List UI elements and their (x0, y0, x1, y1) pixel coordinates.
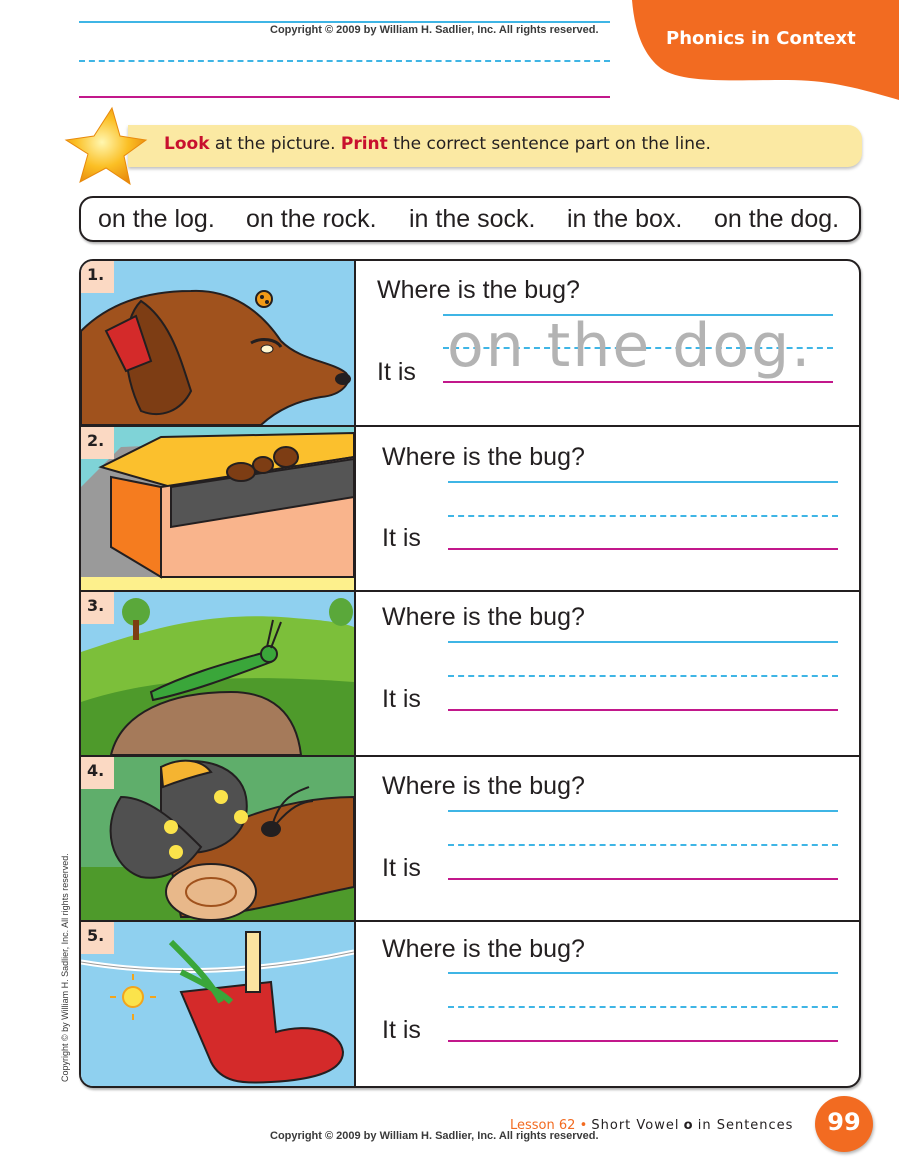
exercise-grid (79, 259, 861, 1088)
page-number: 99 (827, 1108, 861, 1136)
word-bank-item: on the log. (98, 205, 215, 233)
question-text: Where is the bug? (377, 276, 580, 304)
item-number: 3. (81, 592, 114, 624)
answer-midline (448, 675, 838, 677)
item-number: 2. (81, 427, 114, 459)
look-keyword: Look (164, 134, 210, 154)
answer-midline (448, 1006, 838, 1008)
question-text: Where is the bug? (382, 603, 585, 631)
word-bank-item: in the box. (567, 205, 683, 233)
it-is-prompt: It is (382, 524, 421, 552)
word-bank-item: on the dog. (714, 205, 840, 233)
picture-grasshopper-in-sock (81, 922, 354, 1086)
side-copyright: Copyright © by William H. Sadlier, Inc. All rights reserved. (60, 853, 70, 1082)
top-rule-baseline (79, 96, 610, 98)
print-rest: the correct sentence part on the line. (393, 134, 711, 154)
picture-ant-in-box (81, 427, 354, 590)
answer-baseline (448, 1040, 838, 1042)
picture-grasshopper-on-rock (81, 592, 354, 755)
picture-dog-with-ladybug (81, 261, 354, 425)
star-icon (64, 106, 148, 188)
word-bank-item: in the sock. (409, 205, 536, 233)
it-is-prompt: It is (382, 685, 421, 713)
answer-topline (448, 810, 838, 812)
topic-pre: Short Vowel (591, 1118, 680, 1133)
tab-title: Phonics in Context (666, 28, 856, 49)
header-copyright: Copyright © 2009 by William H. Sadlier, Inc. All rights reserved. (270, 24, 599, 36)
it-is-prompt: It is (377, 358, 416, 386)
top-rule-dashed (79, 60, 610, 62)
answer-topline (448, 481, 838, 483)
answer-baseline (448, 878, 838, 880)
print-keyword: Print (340, 134, 388, 154)
look-rest: at the picture. (214, 134, 336, 154)
question-text: Where is the bug? (382, 935, 585, 963)
direction-text (164, 134, 711, 154)
picture-butterfly-on-log (81, 757, 354, 920)
footer-bullet: • (579, 1118, 588, 1133)
answer-midline (448, 515, 838, 517)
item-number: 1. (81, 261, 114, 293)
word-bank-item: on the rock. (246, 205, 377, 233)
top-rule-solid (79, 21, 610, 23)
footer-copyright: Copyright © 2009 by William H. Sadlier, Inc. All rights reserved. (270, 1130, 599, 1142)
answer-line[interactable]: on the dog. (447, 311, 813, 381)
answer-baseline (443, 381, 833, 383)
column-divider (354, 261, 356, 1086)
it-is-prompt: It is (382, 854, 421, 882)
answer-topline (448, 972, 838, 974)
answer-baseline (448, 548, 838, 550)
topic-post: in Sentences (697, 1118, 794, 1133)
answer-topline (448, 641, 838, 643)
item-number: 5. (81, 922, 114, 954)
question-text: Where is the bug? (382, 443, 585, 471)
question-text: Where is the bug? (382, 772, 585, 800)
answer-baseline (448, 709, 838, 711)
item-number: 4. (81, 757, 114, 789)
it-is-prompt: It is (382, 1016, 421, 1044)
answer-midline (448, 844, 838, 846)
phonics-tab (628, 0, 899, 102)
topic-letter: o (683, 1118, 694, 1133)
lesson-label: Lesson 62 (510, 1118, 576, 1133)
